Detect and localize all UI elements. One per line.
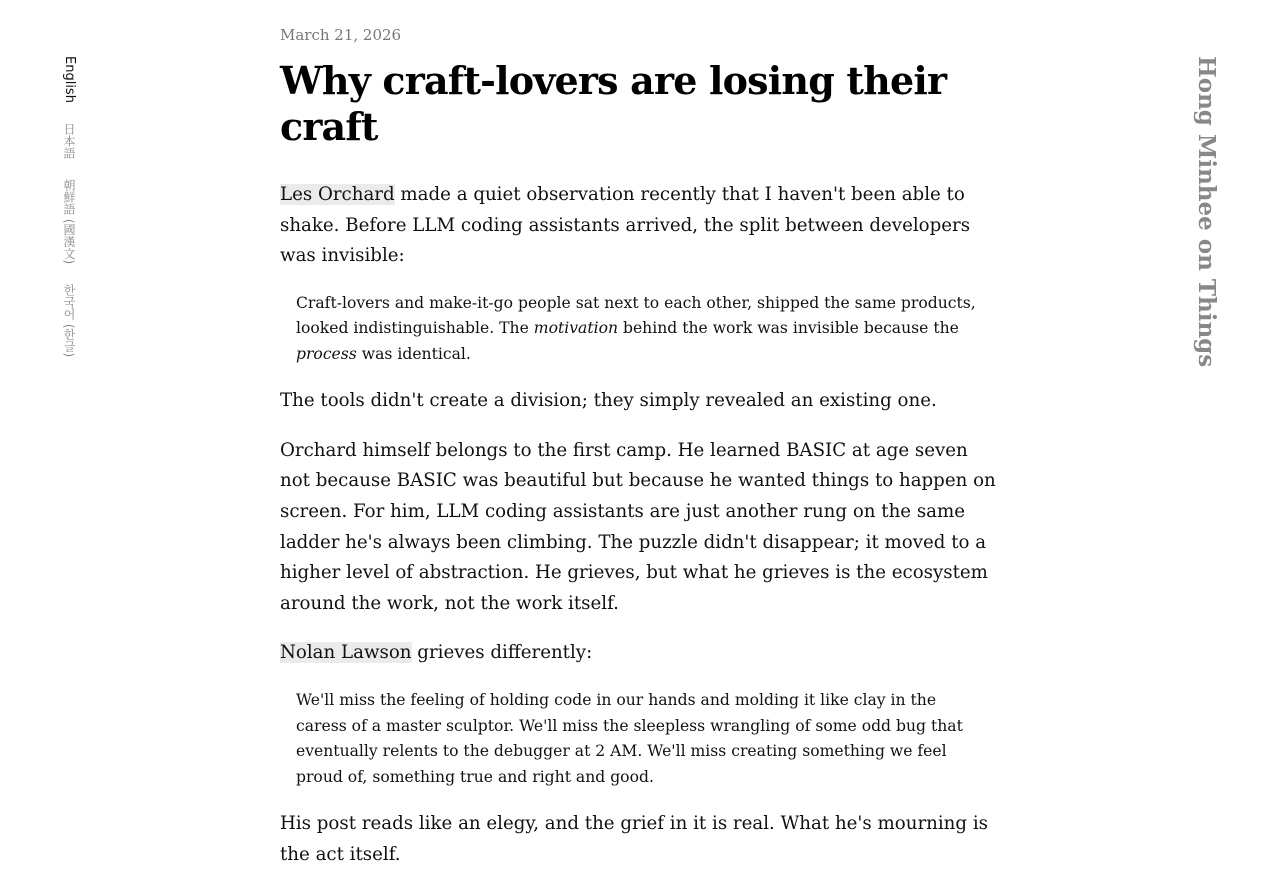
quote-1-part-b: behind the work was invisible because the (618, 319, 959, 338)
blockquote-orchard (280, 291, 1002, 368)
paragraph-1-text: made a quiet observation recently that I haven't been able to shake. Before LLM coding assistants arrived, the split between developers was invisible: (280, 184, 971, 267)
language-link-japanese[interactable]: 日本語 (62, 122, 76, 159)
language-link-korean-hangul[interactable]: 한국어 (한글) (62, 284, 76, 358)
paragraph-5: His post reads like an elegy, and the grief in it is real. What he's mourning is the act itself. (280, 813, 988, 865)
article (280, 24, 1002, 889)
paragraph-3: Orchard himself belongs to the first camp. He learned BASIC at age seven not because BASIC was beautiful but because he wanted things to happen on screen. For him, LLM coding assistants are just another rung on the same ladder he's always been climbing. The puzzle didn't disappear; it moved to a higher level of abstraction. He grieves, but what he grieves is the ecosystem around the work, not the work itself. (280, 439, 996, 614)
paragraph-1 (280, 180, 1002, 272)
les-orchard-link[interactable]: Les Orchard (280, 184, 395, 205)
quote-1-part-c: was identical. (356, 344, 471, 363)
quote-1-emphasis-motivation: motivation (533, 319, 619, 338)
site-title-link[interactable]: Hong Minhee on Things (1193, 56, 1220, 368)
quote-1-emphasis-process: process (296, 344, 357, 363)
post-title: Why craft-lovers are losing their craft (280, 58, 947, 149)
post-date: March 21, 2026 (280, 26, 402, 44)
quote-1-part-a: Craft-lovers and make-it-go people sat next to each other, shipped the same products, looked indistinguishable. The (296, 293, 976, 338)
blockquote-lawson: We'll miss the feeling of holding code in our hands and molding it like clay in the caress of a master sculptor. We'll miss the sleepless wrangling of some odd bug that eventually relents to the debugger at 2 AM. We'll miss creating something we feel proud of, something true and right and good. (296, 691, 963, 786)
paragraph-4 (280, 638, 1002, 669)
language-link-korean-mixed-script[interactable]: 朝鮮語 (國漢文) (62, 178, 76, 265)
language-link-english[interactable]: English (62, 56, 77, 103)
paragraph-2: The tools didn't create a division; they simply revealed an existing one. (280, 390, 937, 412)
language-switcher (57, 56, 81, 357)
paragraph-4-text: grieves differently: (411, 642, 593, 664)
nolan-lawson-link[interactable]: Nolan Lawson (280, 642, 412, 664)
